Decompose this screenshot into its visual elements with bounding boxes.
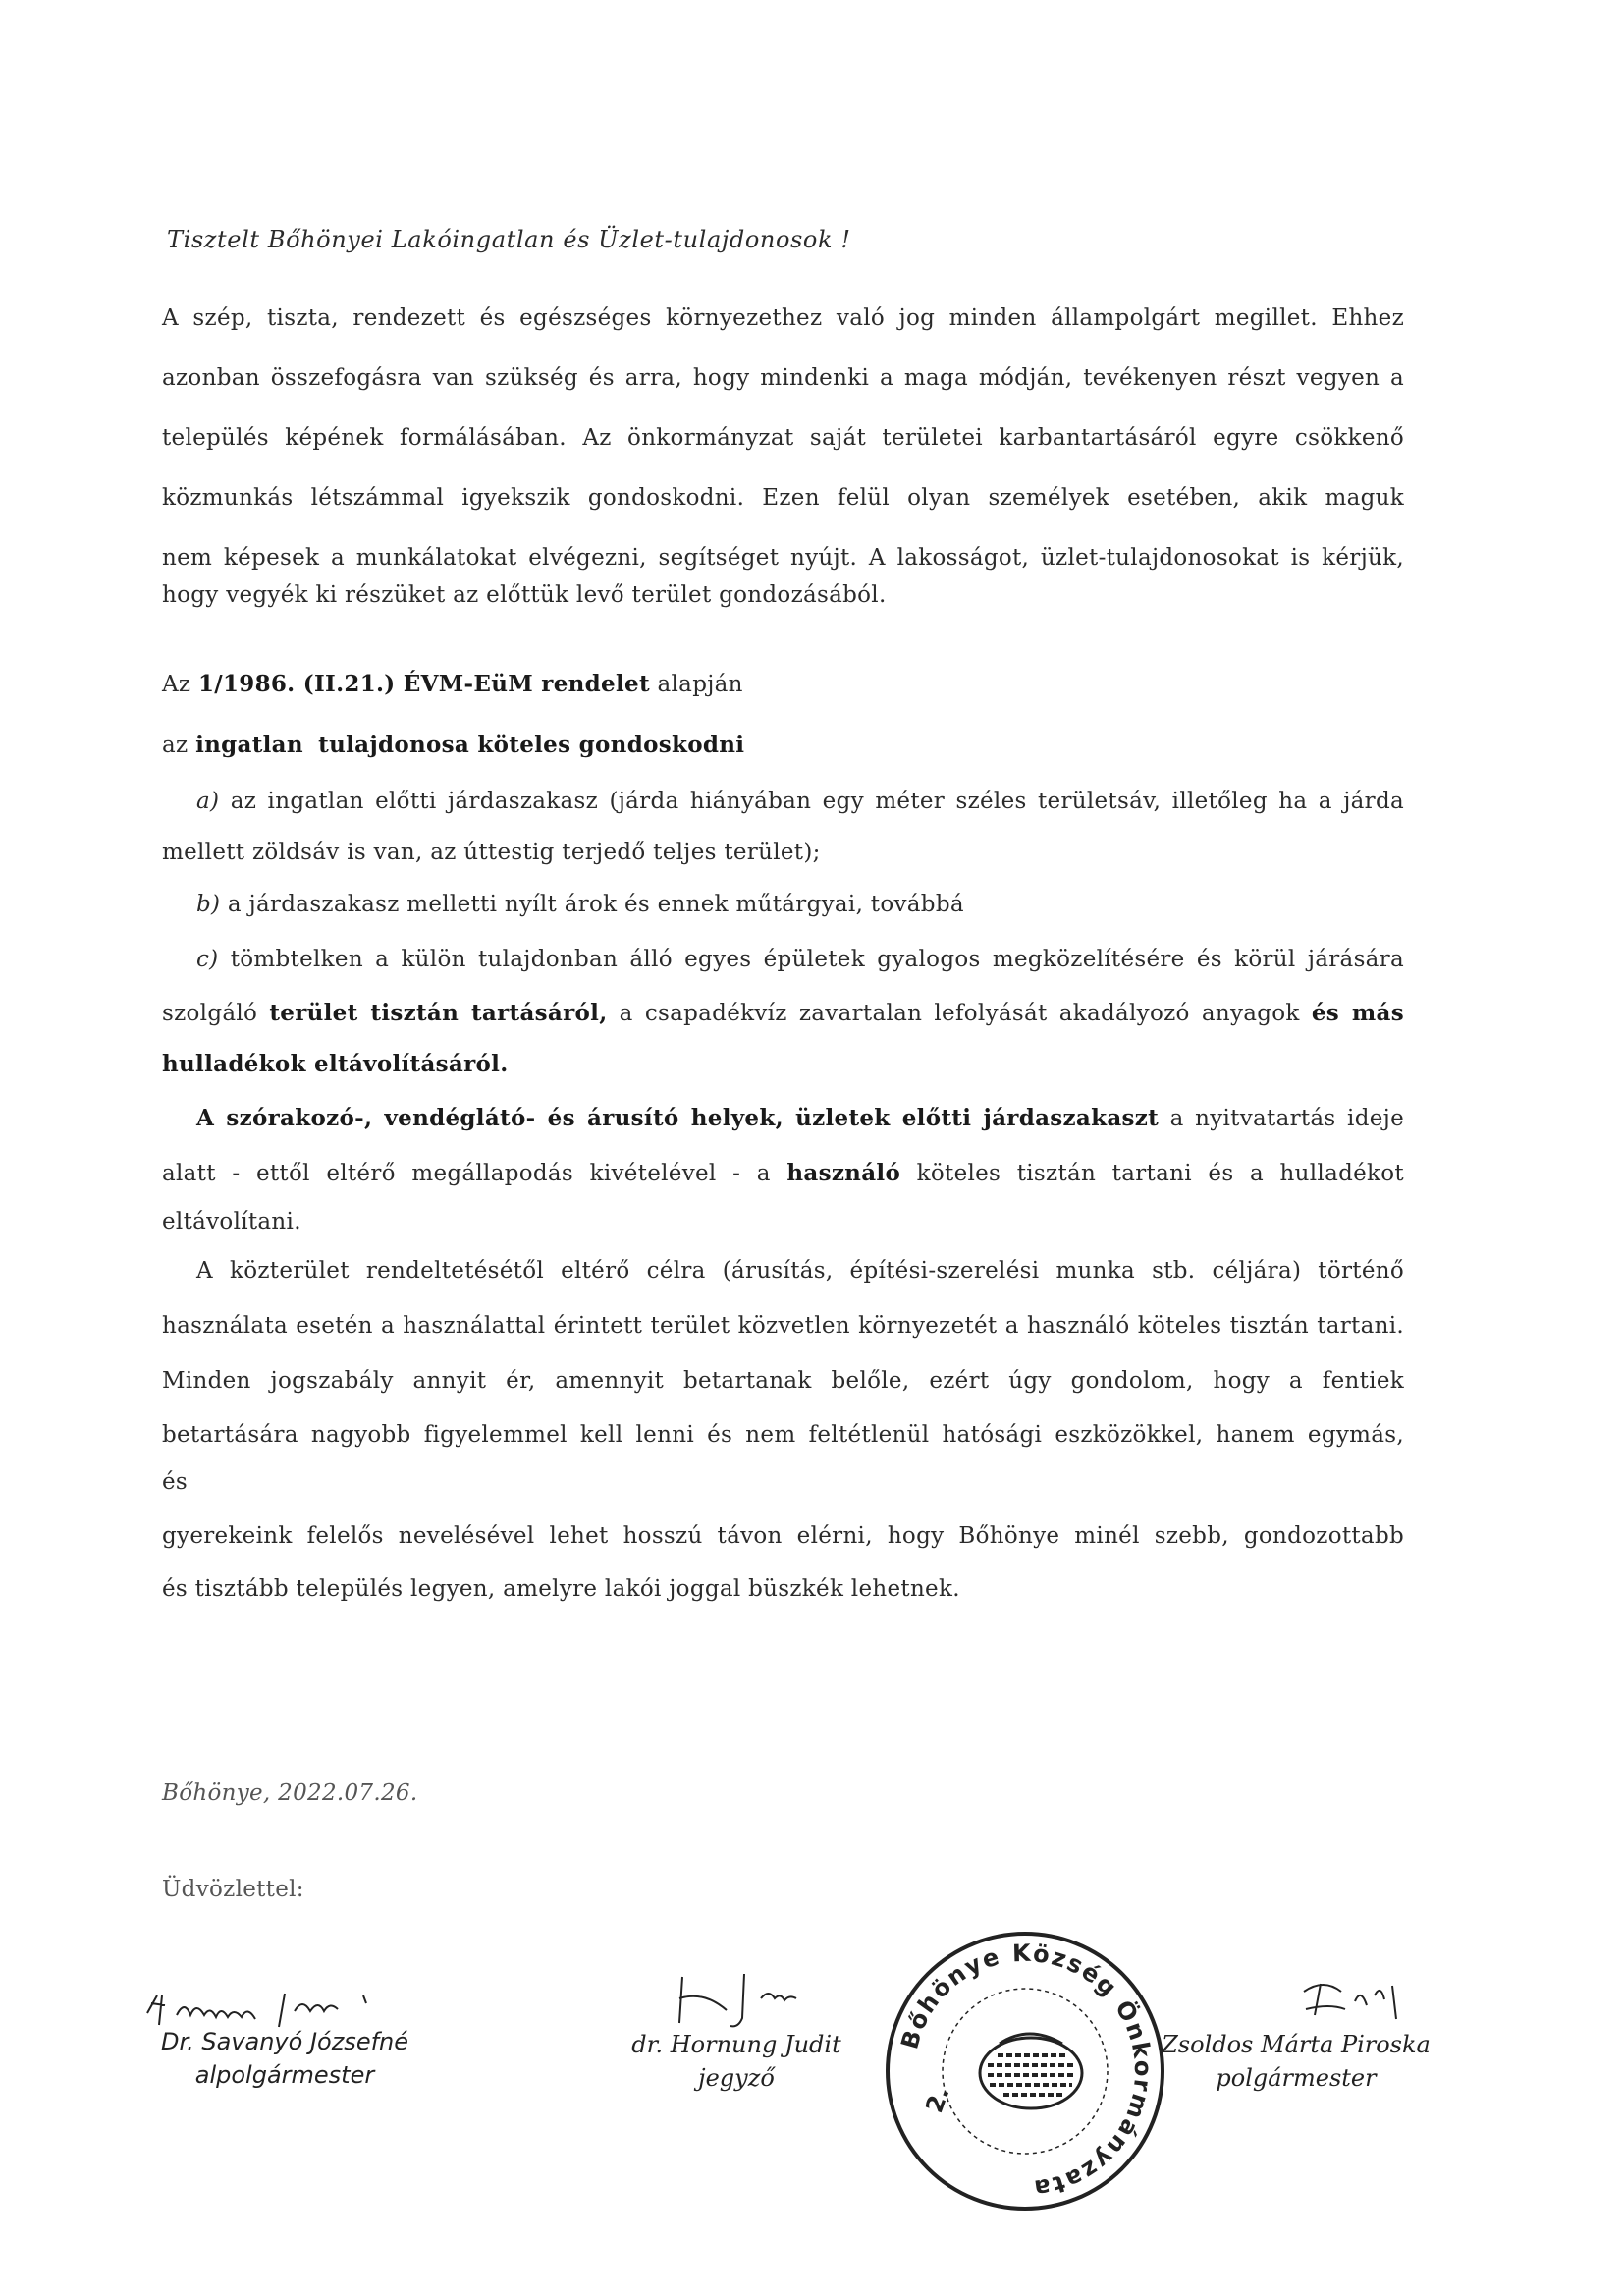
item-c-line-3: hulladékok eltávolításáról. [162, 1051, 509, 1077]
duty-bold-1: ingatlan [195, 732, 303, 758]
item-c-mid: a csapadékvíz zavartalan lefolyását akadályozó anyagok [619, 1001, 1300, 1026]
official-stamp [882, 1928, 1168, 2214]
vendors-line-3: eltávolítani. [162, 1209, 301, 1234]
intro-line: hogy vegyék ki részüket az előttük levő terület gondozásából. [162, 582, 887, 608]
vendors-bold: A szórakozó-, vendéglátó- és árusító helyek, üzletek előtti járdaszakaszt [196, 1105, 1160, 1131]
public-line: A közterület rendeltetésétől eltérő célra (árusítás, építési-szerelési munka stb. céljára) történő [196, 1258, 1404, 1284]
item-c-marker: c) [196, 947, 219, 972]
decree-line [162, 669, 1404, 700]
signature-scribble-notary [668, 1969, 844, 2028]
duty-bold-2: tulajdonosa köteles gondoskodni [318, 732, 745, 758]
intro-line: A szép, tiszta, rendezett és egészséges környezethez való jog minden állampolgárt megillet. Ehhez [162, 305, 1404, 331]
item-a-line-1 [196, 786, 1404, 817]
item-c-prefix: szolgáló [162, 1001, 258, 1026]
vendors-rest: a nyitvatartás ideje [1169, 1106, 1404, 1131]
signature-name: Dr. Savanyó Józsefné [160, 2028, 409, 2055]
vendors-line-2-suffix: köteles tisztán tartani és a hulladékot [916, 1161, 1404, 1186]
signature-name: Zsoldos Márta Piroska [1162, 2031, 1431, 2058]
signature-block-deputy [137, 2025, 432, 2092]
item-b-text: a járdaszakasz melletti nyílt árok és ennek műtárgyai, továbbá [227, 892, 964, 917]
signature-name: dr. Hornung Judit [631, 2031, 841, 2058]
item-a-line-2: mellett zöldsáv is van, az úttestig terjedő teljes terület); [162, 840, 821, 865]
intro-line: közmunkás létszámmal igyekszik gondoskodni. Ezen felül olyan személyek esetében, akik maguk [162, 485, 1404, 511]
decree-suffix: alapján [657, 672, 743, 697]
vendors-line-2 [162, 1158, 1404, 1189]
signature-scribble-mayor [1296, 1974, 1414, 2023]
intro-line: nem képesek a munkálatokat elvégezni, segítséget nyújt. A lakosságot, üzlet-tulajdonosokat is kérjük, [162, 545, 1404, 571]
decree-prefix: Az [162, 672, 191, 697]
signature-title: alpolgármester [194, 2061, 375, 2089]
vendors-line-1 [196, 1103, 1404, 1134]
item-a-text-1: az ingatlan előtti járdaszakasz (járda hiányában egy méter széles területsáv, illetőleg ha a járda [230, 789, 1404, 814]
item-a-marker: a) [196, 789, 220, 814]
date: Bőhönye, 2022.07.26. [162, 1780, 418, 1806]
public-line: Minden jogszabály annyit ér, amennyit betartanak belőle, ezért úgy gondolom, hogy a fentiek [162, 1368, 1404, 1394]
public-line: és tisztább település legyen, amelyre lakói joggal büszkék lehetnek. [162, 1576, 960, 1602]
duty-line [162, 730, 1404, 761]
intro-line: azonban összefogásra van szükség és arra, hogy mindenki a maga módján, tevékenyen részt vegyen a [162, 365, 1404, 391]
svg-text:Bőhönye Község Önkormányzata [895, 1940, 1157, 2203]
public-line: betartására nagyobb figyelemmel kell lenni és nem feltétlenül hatósági eszközökkel, hanem egymás, [162, 1422, 1404, 1448]
item-c-line-2 [162, 998, 1404, 1029]
coat-of-arms-emblem [980, 2034, 1082, 2108]
stamp-text: Bőhönye Község Önkormányzata [895, 1939, 1158, 2203]
signature-block-mayor [1149, 2028, 1443, 2095]
greeting: Tisztelt Bőhönyei Lakóingatlan és Üzlet-tulajdonosok ! [167, 226, 851, 253]
signature-title: jegyző [698, 2064, 775, 2092]
duty-prefix: az [162, 733, 189, 758]
item-c-text-1: tömbtelken a külön tulajdonban álló egyes épületek gyalogos megközelítésére és körül járására [230, 947, 1404, 972]
public-line: és [162, 1469, 189, 1495]
closing: Üdvözlettel: [162, 1877, 304, 1902]
decree-reference: 1/1986. (II.21.) ÉVM-EüM rendelet [197, 671, 650, 697]
item-b-marker: b) [196, 892, 221, 917]
public-line: gyerekeink felelős nevelésével lehet hosszú távon elérni, hogy Bőhönye minél szebb, gondozottabb [162, 1523, 1404, 1549]
vendors-line-2-prefix: alatt - ettől eltérő megállapodás kivételével - a [162, 1161, 771, 1186]
signature-title: polgármester [1216, 2064, 1377, 2092]
stamp-number: 2. [920, 2083, 955, 2117]
item-c-bold-1: terület tisztán tartásáról, [269, 1000, 608, 1026]
intro-line: település képének formálásában. Az önkormányzat saját területei karbantartásáról egyre csökkenő [162, 425, 1404, 451]
vendors-user: használó [786, 1160, 901, 1186]
public-line: használata esetén a használattal érintett terület közvetlen környezetét a használó köteles tisztán tartani. [162, 1313, 1404, 1339]
item-c-bold-2: és más [1311, 1000, 1404, 1026]
signature-block-notary [589, 2028, 884, 2095]
item-c-line-1 [196, 944, 1404, 975]
item-b-line [196, 889, 1404, 920]
